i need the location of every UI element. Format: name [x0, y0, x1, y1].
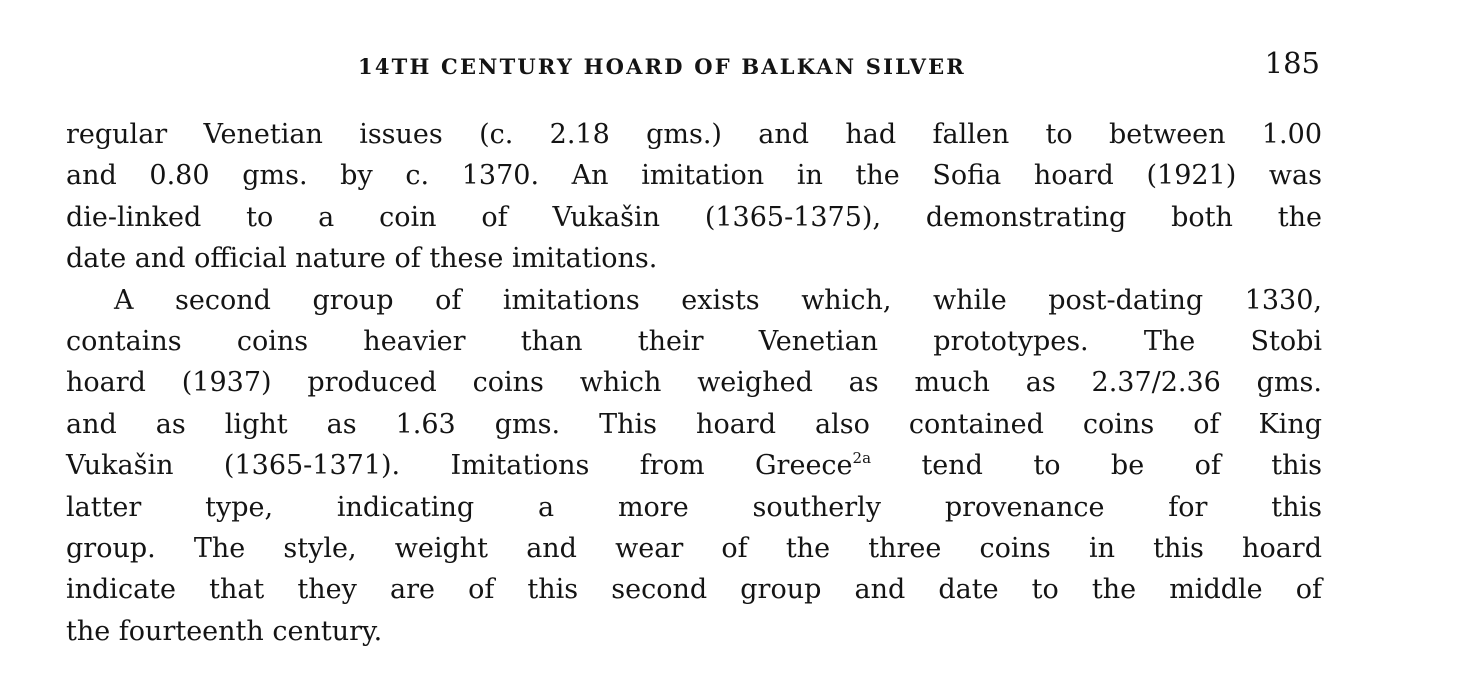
text-line: the fourteenth century.	[66, 615, 383, 647]
text-fragment: tend to be of this	[871, 450, 1323, 482]
running-title: 14TH CENTURY HOARD OF BALKAN SILVER	[358, 54, 966, 79]
text-line: and as light as 1.63 gms. This hoard also contained coins of King	[66, 408, 1322, 440]
body-text	[66, 114, 1322, 652]
text-line: date and official nature of these imitations.	[66, 243, 658, 275]
text-line: and 0.80 gms. by c. 1370. An imitation in the Sofia hoard (1921) was	[66, 160, 1322, 192]
text-line: die-linked to a coin of Vukašin (1365-1375), demonstrating both the	[66, 201, 1322, 233]
paragraph-2	[66, 280, 1322, 653]
text-line: A second group of imitations exists which, while post-dating 1330,	[114, 284, 1322, 316]
text-line: hoard (1937) produced coins which weighed as much as 2.37/2.36 gms.	[66, 367, 1322, 399]
text-fragment: Vukašin (1365-1371). Imitations from Greece	[66, 450, 853, 482]
running-head	[66, 46, 1322, 86]
text-line: group. The style, weight and wear of the three coins in this hoard	[66, 532, 1322, 564]
text-line: contains coins heavier than their Venetian prototypes. The Stobi	[66, 325, 1322, 357]
text-line: regular Venetian issues (c. 2.18 gms.) and had fallen to between 1.00	[66, 119, 1322, 150]
page-number: 185	[1264, 46, 1320, 80]
footnote-reference[interactable]: 2a	[852, 449, 872, 468]
text-line-with-footnote	[66, 445, 1322, 486]
text-line: latter type, indicating a more southerly provenance for this	[66, 491, 1322, 523]
text-line: indicate that they are of this second group and date to the middle of	[66, 574, 1322, 606]
paragraph-1	[66, 114, 1322, 280]
